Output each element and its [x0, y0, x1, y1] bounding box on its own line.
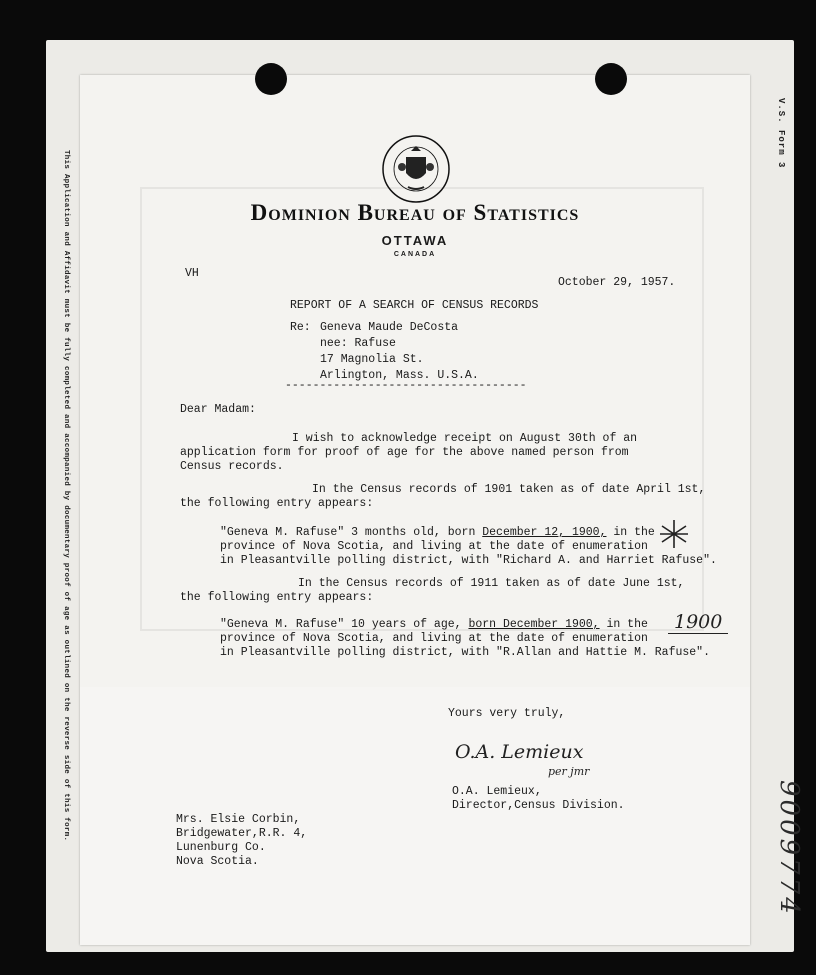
re-line: Arlington, Mass. U.S.A. [320, 369, 479, 382]
handwritten-file-number: 9009774 [774, 780, 804, 917]
paragraph-line: application form for proof of age for the above named person from [180, 446, 629, 459]
closing: Yours very truly, [448, 707, 566, 720]
dbs-letter [80, 75, 750, 945]
punch-hole-right [595, 63, 627, 95]
address-line: Mrs. Elsie Corbin, [176, 813, 301, 826]
paragraph-line: I wish to acknowledge receipt on August 30th of an [292, 432, 638, 445]
reference-initials: VH [185, 267, 199, 280]
entry-line: in Pleasantville polling district, with "Richard A. and Harriet Rafuse". [220, 554, 717, 567]
asterisk-mark-icon [658, 518, 690, 550]
per-initials: per jmr [548, 765, 590, 778]
re-line: nee: Rafuse [320, 337, 396, 350]
divider-rule: ----------------------------------- [285, 379, 527, 392]
re-label: Re: [290, 321, 311, 334]
handwritten-year-note: 1900 [668, 611, 728, 634]
paragraph-line: In the Census records of 1911 taken as of date June 1st, [298, 577, 685, 590]
entry-text: in the [606, 526, 655, 539]
address-line: Bridgewater,R.R. 4, [176, 827, 308, 840]
signer-title: Director,Census Division. [452, 799, 625, 812]
paragraph-line: the following entry appears: [180, 591, 374, 604]
form-side-instruction: This Application and Affidavit must be fully completed and accompanied by documentary proof of age as outlined on the reverse side of this form. [62, 150, 70, 842]
entry-line: province of Nova Scotia, and living at the date of enumeration [220, 540, 648, 553]
signature: O.A. Lemieux [455, 741, 584, 763]
salutation: Dear Madam: [180, 403, 256, 416]
entry-line: province of Nova Scotia, and living at the date of enumeration [220, 632, 648, 645]
census-entry-1901 [220, 526, 655, 540]
punch-hole-left [255, 63, 287, 95]
signer-name: O.A. Lemieux, [452, 785, 542, 798]
country: CANADA [393, 251, 437, 258]
paragraph-line: the following entry appears: [180, 497, 374, 510]
entry-text: "Geneva M. Rafuse" 10 years of age, [220, 618, 469, 631]
census-entry-1911 [220, 618, 648, 632]
letter-date: October 29, 1957. [558, 276, 676, 289]
entry-text: in the [599, 618, 648, 631]
birth-date-underlined: born December 1900, [468, 618, 600, 631]
report-title: REPORT OF A SEARCH OF CENSUS RECORDS [290, 299, 539, 312]
bureau-name: Dominion Bureau of Statistics [250, 200, 580, 225]
paragraph-line: Census records. [180, 460, 284, 473]
paragraph-line: In the Census records of 1901 taken as of date April 1st, [312, 483, 706, 496]
re-line: 17 Magnolia St. [320, 353, 424, 366]
entry-line: in Pleasantville polling district, with "R.Allan and Hattie M. Rafuse". [220, 646, 710, 659]
entry-text: "Geneva M. Rafuse" 3 months old, born [220, 526, 483, 539]
city: OTTAWA [381, 233, 449, 248]
re-line: Geneva Maude DeCosta [320, 321, 459, 334]
birth-date-underlined: December 12, 1900, [482, 526, 607, 539]
address-line: Lunenburg Co. [176, 841, 266, 854]
coat-of-arms-seal [380, 133, 452, 205]
form-code: V.S. Form 3 [776, 98, 786, 169]
address-line: Nova Scotia. [176, 855, 259, 868]
